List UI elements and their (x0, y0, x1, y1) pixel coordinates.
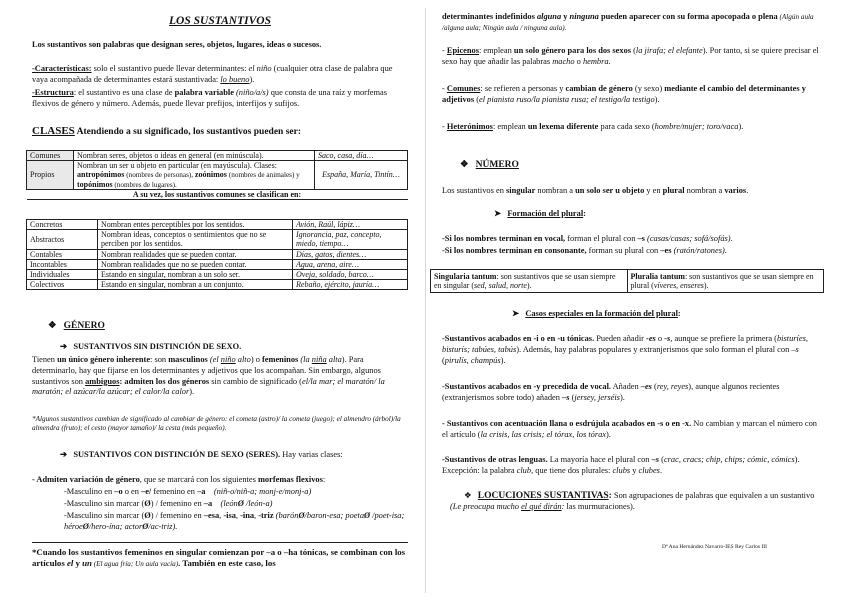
table-row (27, 151, 408, 161)
sin-distincion-paragraph: Tienen un único género inherente: son masculinos (el niño alto) o femeninos (la niña alta). Para determinarlo, hay que fijarse en los determinantes y adjetivos que los acompañan. Sin embargo, algunos sustantivos son ambiguos: admiten los dos géneros sin cambio de significado (el/la mar; el maratón/ la maratón; el azúcar/la azúcar; el calor/la calor). (32, 355, 385, 397)
table-row (27, 259, 408, 269)
singularia-tantum-cell: Singularia tantum: son sustantivos que se usan siempre en singular (sed, salud, norte). (431, 270, 628, 293)
table-cell: Avión, Raúl, lápiz… (293, 220, 408, 230)
arrow-right-icon: ➔ (60, 450, 68, 459)
intro-paragraph: Los sustantivos son palabras que designan seres, objetos, lugares, ideas o sucesos. (32, 40, 322, 49)
table-cell: Propios (27, 161, 74, 190)
morfema-line-1: -Masculino en –o o en –e/ femenino en –a (niñ-o/niñ-a; monj-e/monj-a) (64, 487, 312, 496)
morfema-line-3: -Masculino sin marcar (Ø) / femenino en –esa, -isa, -ina, -triz (barónØ/baron-esa; poetaØ /poet-isa; héroeØ/hero-ína; actorØ/ac-triz). (64, 511, 405, 531)
comunes-table (26, 219, 408, 290)
column-divider (425, 8, 426, 593)
footnote-rule (32, 542, 408, 543)
footnote-paragraph: *Cuando los sustantivos femeninos en singular comienzan por –a o –ha tónicas, se combinan con los artículos el y un (El agua fría; Un aula vacía). También en este caso, los (32, 547, 406, 569)
diamond-bullet-icon: ❖ (464, 491, 472, 500)
left-column (32, 0, 408, 599)
table-cell: Rebaño, ejército, jauría… (293, 280, 408, 290)
right-column (434, 0, 820, 599)
caracteristicas-paragraph: -Características: solo el sustantivo puede llevar determinantes: el niño (cualquier otra clase de palabra que vaya acompañada de determinantes estará sustantivada: lo bueno). (32, 64, 393, 84)
locuciones-paragraph: ❖ LOCUCIONES SUSTANTIVAS: Son agrupaciones de palabras que equivalen a un sustantivo (Le preocupa mucho el qué dirán: las murmuraciones). (450, 491, 815, 512)
table-row (27, 249, 408, 259)
table-cell: Nombran realidades que no se pueden contar. (98, 259, 293, 269)
numero-paragraph: Los sustantivos en singular nombran a un solo ser u objeto y en plural nombran a varios. (442, 186, 749, 195)
table-cell: Estando en singular, nombran a un solo ser. (98, 269, 293, 279)
estructura-paragraph: -Estructura: el sustantivo es una clase de palabra variable (niño/a/s) que consta de una raíz y morfemas flexivos de género y número. Además, puede llevar prefijos, interfijos y sufijos. (32, 88, 387, 108)
arrowhead-right-icon: ➤ (494, 209, 502, 218)
caso-i-u-tonicas: -Sustantivos acabados en -i o en -u tónicas. Pueden añadir -es o -s, aunque se prefiere la primera (bisturíes, bisturís; tabúes, tabús). Además, hay palabras populares y extranjerismos que solo forman el plural con –s (pirulís, champús). (442, 334, 808, 365)
arrow-right-icon: ➔ (60, 342, 68, 351)
table-cell: Oveja, soldado, barco… (293, 269, 408, 279)
table-cell: Nombran realidades que se pueden contar. (98, 249, 293, 259)
numero-heading: ❖ NÚMERO (460, 160, 519, 170)
pluralia-tantum-cell: Pluralia tantum: son sustantivos que se usan siempre en plural (víveres, enseres). (627, 270, 824, 293)
arrowhead-right-icon: ➤ (512, 309, 520, 318)
morfema-line-2: -Masculino sin marcar (Ø) / femenino en –a (leónØ /león-a) (64, 499, 273, 508)
table-cell: Abstractos (27, 230, 98, 249)
table-cell: España, María, Tintín… (315, 161, 408, 190)
comunes-paragraph: - Comunes: se refieren a personas y cambian de género (y sexo) mediante el cambio del determinantes y adjetivos (el pianista ruso/la pianista rusa; el testigo/la testigo). (442, 84, 806, 104)
continuation-paragraph: determinantes indefinidos alguna y ninguna pueden aparecer con su forma apocopada o plena (Algún aula /alguna aula; Ningún aula / ninguna aula). (442, 12, 814, 32)
table-row (27, 220, 408, 230)
table-cell: Individuales (27, 269, 98, 279)
tantum-table (430, 269, 824, 293)
table-cell: Nombran entes perceptibles por los sentidos. (98, 220, 293, 230)
table-row (27, 161, 408, 190)
table-cell: Colectivos (27, 280, 98, 290)
table-cell: Agua, arena, aire… (293, 259, 408, 269)
table-row (27, 230, 408, 249)
clases-table (26, 150, 408, 200)
diamond-bullet-icon: ❖ (48, 321, 57, 331)
table-row (27, 280, 408, 290)
casos-especiales-heading: ➤ Casos especiales en la formación del plural: (512, 309, 681, 318)
heteronimos-paragraph: - Heterónimos: emplean un lexema diferente para cada sexo (hombre/mujer; toro/vaca). (442, 122, 744, 131)
genero-heading: ❖ GÉNERO (48, 321, 105, 331)
caso-llana-esdrujula: - Sustantivos con acentuación llana o esdrújula acabados en -s o en -x. No cambian y marcan el número con el artículo (la crisis, las crisis; el tórax, los tórax). (442, 419, 817, 439)
table-row (27, 189, 408, 199)
table-cell: Estando en singular, nombran a un conjunto. (98, 280, 293, 290)
caso-y-vocal: -Sustantivos acabados en -y precedida de vocal. Añaden –es (rey, reyes), aunque algunos recientes (extranjerismos sobre todo) añaden –s (jersey, jerséis). (442, 382, 780, 402)
table-cell: Comunes (27, 151, 74, 161)
sin-distincion-heading: ➔ SUSTANTIVOS SIN DISTINCIÓN DE SEXO. (60, 342, 242, 351)
con-distincion-heading: ➔ SUSTANTIVOS CON DISTINCIÓN DE SEXO (SERES). Hay varias clases: (60, 450, 343, 459)
table-cell: Incontables (27, 259, 98, 269)
plural-rule-vocal: -Si los nombres terminan en vocal, forman el plural con –s (casas/casas; sofá/sofás). (442, 234, 733, 243)
admiten-variacion-line: - Admiten variación de género, que se marcará con los siguientes morfemas flexivos: (32, 475, 326, 484)
plural-rule-consonante: -Si los nombres terminan en consonante, forman su plural con –es (ratón/ratones). (442, 246, 727, 255)
formacion-plural-heading: ➤ Formación del plural: (494, 209, 586, 218)
caso-otras-lenguas: -Sustantivos de otras lenguas. La mayoría hace el plural con –s (crac, cracs; chip, chips; cómic, cómics). Excepción: la palabra club, que tiene dos plurales: clubs y clubes. (442, 455, 800, 475)
clases-heading: CLASES Atendiendo a su significado, los sustantivos pueden ser: (32, 125, 301, 137)
table-cell: Nombran un ser u objeto en particular (en mayúscula). Clases: antropónimos (nombres de personas), zoónimos (nombres de animales) y topónimos (nombres de lugares). (74, 161, 315, 190)
table-cell: Días, gatos, dientes… (293, 249, 408, 259)
author-footer: Dª Ana Hernández Navarro-IES Rey Carlos III (662, 544, 767, 550)
table-row (27, 269, 408, 279)
diamond-bullet-icon: ❖ (460, 160, 469, 170)
table-cell: Saco, casa, día… (315, 151, 408, 161)
page-title: LOS SUSTANTIVOS (169, 15, 271, 27)
epicenos-paragraph: - Epicenos: emplean un solo género para los dos sexos (la jirafa; el elefante). Por tanto, si se quiere precisar el sexo hay que añadir las palabras macho o hembra. (442, 46, 819, 66)
table-cell: Nombran seres, objetos o ideas en general (en minúscula). (74, 151, 315, 161)
table-cell: Ignorancia, paz, concepto, miedo, tiempo… (293, 230, 408, 249)
table-cell: Nombran ideas, conceptos o sentimientos que no se perciben por los sentidos. (98, 230, 293, 249)
table-row (431, 270, 824, 293)
table-cell: Contables (27, 249, 98, 259)
cambio-significado-note: *Algunos sustantivos cambian de significado al cambiar de género: el cometa (astro)/ la cometa (juego); el almendro (árbol)/la almendra (fruto); el cesto (mayor tamaño)/ la cesta (más pequeño). (32, 415, 401, 433)
table-cell: Concretos (27, 220, 98, 230)
table-cell: A su vez, los sustantivos comunes se clasifican en: (27, 189, 408, 199)
